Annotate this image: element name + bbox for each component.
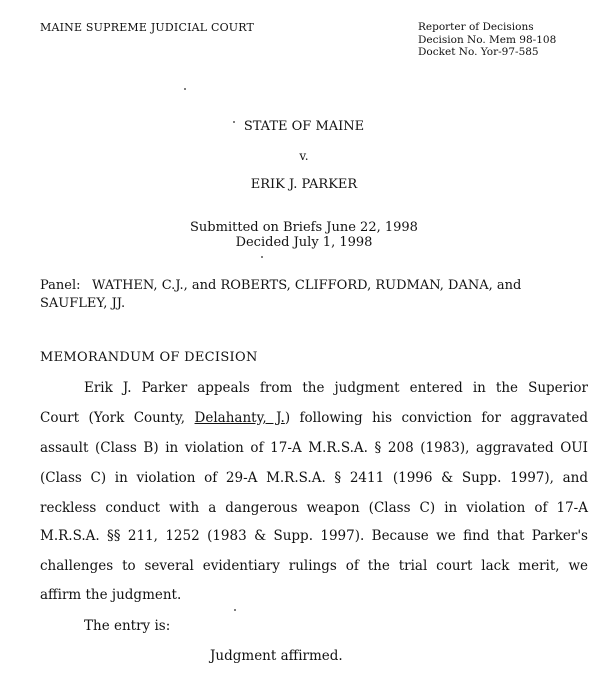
memo-line: affirm the judgment. [40,587,182,603]
memo-line [40,410,588,426]
panel [40,277,560,313]
trial-judge: Delahanty, J. [194,410,285,426]
memo-line-part: ) following his conviction for aggravated [284,410,588,426]
memo-line: reckless conduct with a dangerous weapon (Class C) in violation of 17-A [40,500,588,516]
scan-speck [261,256,263,258]
decided-date: Decided July 1, 1998 [235,235,373,250]
submitted-date: Submitted on Briefs June 22, 1998 [190,220,418,235]
judgment: Judgment affirmed. [210,648,343,664]
reporter-block [418,21,556,59]
panel-label: Panel: [40,278,81,293]
entry-label: The entry is: [84,618,171,634]
scan-speck [234,609,236,611]
scan-speck [184,88,186,90]
docket-number: Docket No. Yor-97-585 [418,46,539,58]
memo-line: (Class C) in violation of 29-A M.R.S.A. § 2411 (1996 & Supp. 1997), and [40,470,588,486]
memo-line-part: Court (York County, [40,410,195,426]
memo-line: assault (Class B) in violation of 17-A M.R.S.A. § 208 (1983), aggravated OUI [40,440,588,456]
court-name: MAINE SUPREME JUDICIAL COURT [40,21,255,34]
panel-judges: WATHEN, C.J., and ROBERTS, CLIFFORD, RUDMAN, DANA, and SAUFLEY, JJ. [40,278,522,311]
reporter-label: Reporter of Decisions [418,21,534,33]
plaintiff: STATE OF MAINE [243,119,365,134]
memo-line: M.R.S.A. §§ 211, 1252 (1983 & Supp. 1997). Because we find that Parker's [40,528,588,544]
scan-speck [233,121,235,123]
memo-line: Erik J. Parker appeals from the judgment entered in the Superior [84,380,588,396]
decision-number: Decision No. Mem 98-108 [418,33,557,46]
versus: v. [299,149,309,163]
defendant: ERIK J. PARKER [250,177,358,192]
memo-heading: MEMORANDUM OF DECISION [40,350,258,365]
memo-line: challenges to several evidentiary rulings of the trial court lack merit, we [40,558,588,574]
